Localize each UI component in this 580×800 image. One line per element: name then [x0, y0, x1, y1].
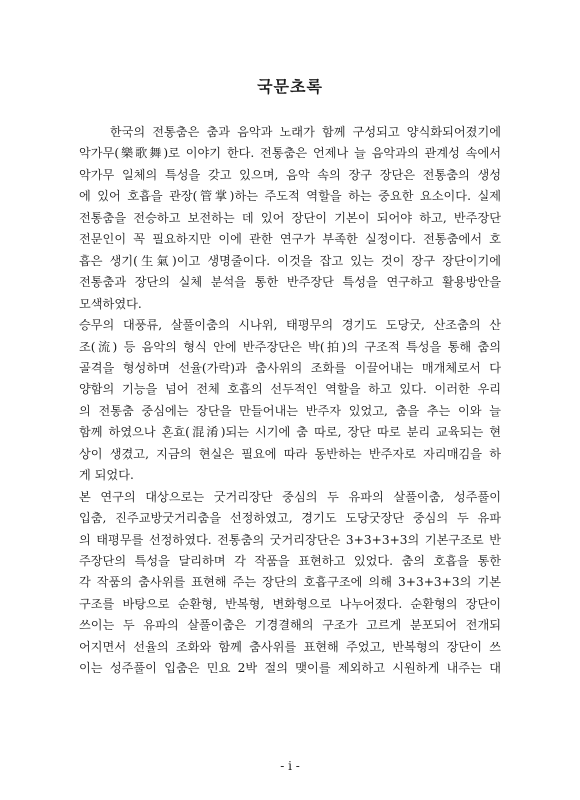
text-line: 한국의 전통춤은 춤과 음악과 노래가 함께 구성되고 양식화되어졌기에 [79, 125, 501, 139]
text-line: 어지면서 선율의 조화와 함께 춤사위를 표현해 주었고, 반복형의 장단이 쓰 [79, 639, 501, 654]
page-title: 국문초록 [257, 77, 323, 96]
page-number: - i - [280, 759, 300, 773]
text-line: 조(流) 등 음악의 형식 안에 반주장단은 박(拍)의 구조적 특성을 통해 춤의 [79, 339, 501, 354]
text-line: 의 전통춤 중심에는 장단을 만들어내는 반주자 있었고, 춤을 추는 이와 늘 [79, 403, 501, 418]
text-line: 승무의 대풍류, 살풀이춤의 시나위, 태평무의 경기도 도당굿, 산조춤의 산 [79, 318, 501, 333]
text-line: 에 있어 호흡을 관장(管掌)하는 주도적 역할을 하는 중요한 요소이다. 실제 [79, 189, 501, 204]
text-line: 함께 하였으나 혼효(混淆)되는 시기에 춤 따로, 장단 따로 분리 교육되는 현 [79, 425, 501, 440]
text-line: 흡은 생기(生氣)이고 생명줄이다. 이것을 잡고 있는 것이 장구 장단이기에 [79, 253, 501, 268]
text-line: 본 연구의 대상으로는 굿거리장단 중심의 두 유파의 살풀이춤, 성주풀이 [79, 489, 501, 504]
text-line: 악가무(樂歌舞)로 이야기 한다. 전통춤은 언제나 늘 음악과의 관계성 속에서 [79, 146, 501, 161]
text-line: 전문인이 꼭 필요하지만 이에 관한 연구가 부족한 실정이다. 전통춤에서 호 [79, 232, 501, 247]
text-line: 모색하였다. [79, 296, 142, 311]
text-line: 골격을 형성하며 선율(가락)과 춤사위의 조화를 이끌어내는 매개체로서 다 [79, 360, 501, 375]
text-line: 주장단의 특성을 달리하며 각 작품을 표현하고 있었다. 춤의 호흡을 통한 [79, 554, 501, 568]
text-line: 의 태평무를 선정하였다. 전통춤의 굿거리장단은 3+3+3+3의 기본구조로 반 [79, 532, 501, 547]
text-line: 양함의 기능을 넘어 전체 호흡의 선두적인 역할을 하고 있다. 이러한 우리 [79, 382, 501, 397]
text-line: 쓰이는 두 유파의 살풀이춤은 기경결해의 구조가 고르게 분포되어 전개되 [79, 618, 501, 633]
text-line: 전통춤과 장단의 실체 분석을 통한 반주장단 특성을 연구하고 활용방안을 [79, 275, 501, 290]
text-line: 전통춤을 전승하고 보전하는 데 있어 장단이 기본이 되어야 하고, 반주장단 [79, 210, 501, 225]
text-line: 상이 생겼고, 지금의 현실은 필요에 따라 동반하는 반주자로 자리매김을 하 [79, 446, 501, 461]
text-line: 이는 성주풀이 입춤은 민요 2박 절의 맺이를 제외하고 시원하게 내주는 대 [79, 661, 501, 676]
text-line: 입춤, 진주교방굿거리춤을 선정하였고, 경기도 도당굿장단 중심의 두 유파 [79, 511, 501, 526]
text-line: 구조를 바탕으로 순환형, 반복형, 변화형으로 나누어졌다. 순환형의 장단이 [79, 596, 501, 611]
text-line: 악가무 일체의 특성을 갖고 있으며, 음악 속의 장구 장단은 전통춤의 생성 [79, 167, 501, 182]
text-line: 게 되었다. [79, 468, 134, 483]
text-line: 각 작품의 춤사위를 표현해 주는 장단의 호흡구조에 의해 3+3+3+3의 기본 [79, 575, 501, 590]
